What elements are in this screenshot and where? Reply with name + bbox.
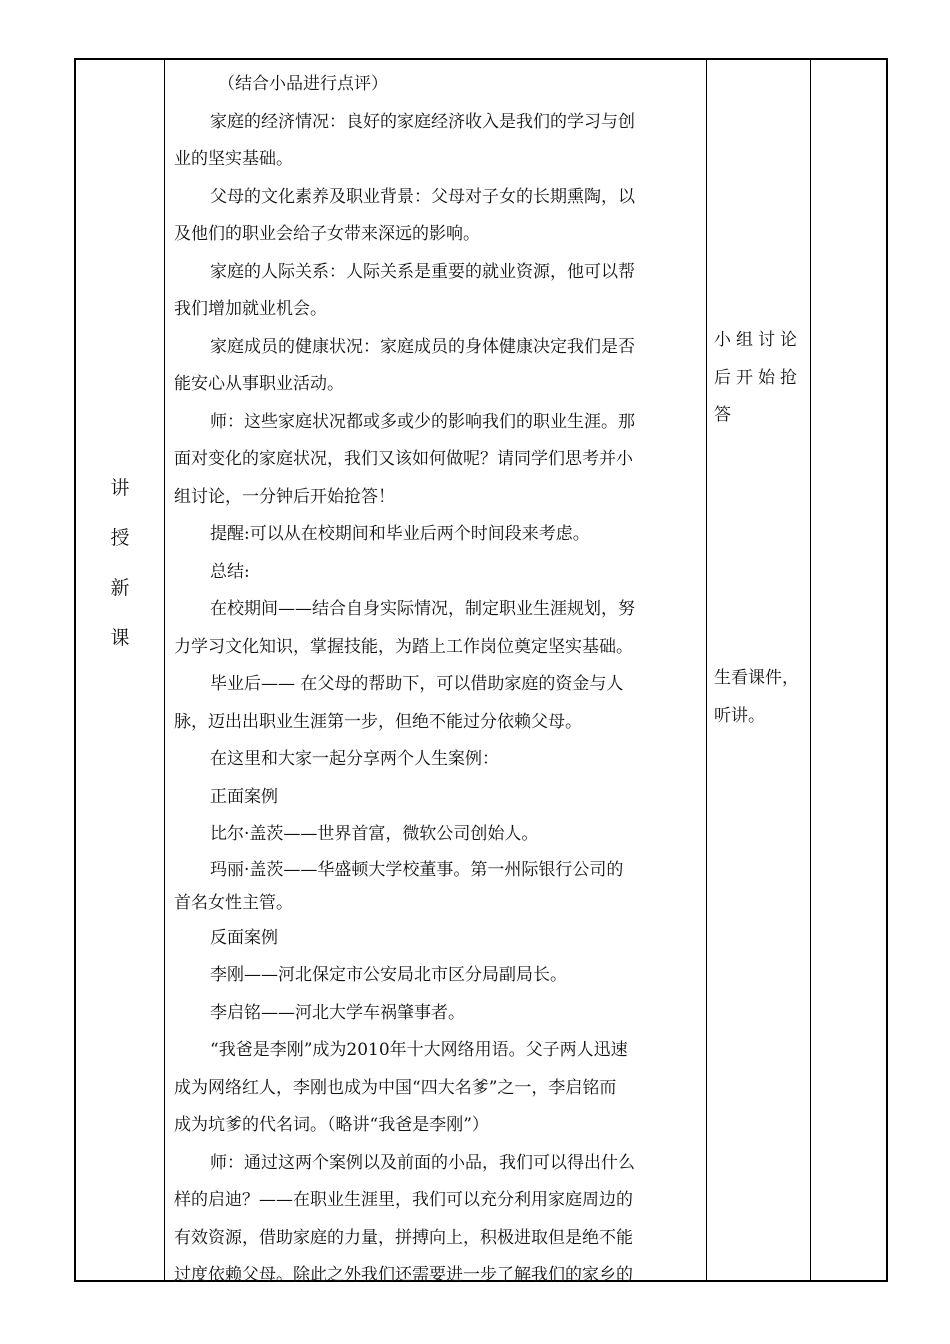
content-line: 面对变化的家庭状况，我们又该如何做呢？请同学们思考并小 [174, 449, 633, 469]
content-line: 我们增加就业机会。 [174, 299, 327, 319]
activity-line: 后开始抢 [714, 367, 802, 388]
content-line: 组讨论，一分钟后开始抢答！ [174, 486, 395, 507]
activity-line: 小组讨论 [714, 330, 802, 350]
activity-line: 听讲。 [714, 705, 765, 726]
content-line: 反面案例 [210, 927, 278, 948]
content-line: 有效资源，借助家庭的力量，拼搏向上，积极进取但是绝不能 [174, 1227, 633, 1248]
content-line: 比尔·盖茨——世界首富，微软公司创始人。 [210, 824, 539, 844]
content-line: 正面案例 [210, 786, 278, 807]
column-divider [706, 60, 707, 1280]
content-line: （结合小品进行点评） [218, 74, 388, 94]
student-activity-discussion [714, 322, 808, 435]
column-divider [810, 60, 811, 1280]
section-label-cell [76, 60, 164, 1280]
content-line: 毕业后—— 在父母的帮助下，可以借助家庭的资金与人 [210, 674, 624, 694]
section-label-char: 课 [110, 627, 130, 649]
content-line: 业的坚实基础。 [174, 149, 293, 169]
content-line: 玛丽·盖茨——华盛顿大学校董事。第一州际银行公司的 [210, 859, 624, 880]
content-line: 家庭的人际关系：人际关系是重要的就业资源，他可以帮 [210, 261, 635, 282]
student-activity-listen [714, 660, 808, 735]
content-line: 成为网络红人，李刚也成为中国“四大名爹”之一，李启铭而 [174, 1077, 617, 1098]
content-line: 力学习文化知识，掌握技能，为踏上工作岗位奠定坚实基础。 [174, 636, 633, 657]
content-line: 家庭的经济情况：良好的家庭经济收入是我们的学习与创 [210, 111, 635, 132]
content-line: 李刚——河北保定市公安局北市区分局副局长。 [210, 965, 567, 985]
activity-line: 答 [714, 405, 731, 425]
content-line: 在这里和大家一起分享两个人生案例： [210, 749, 499, 769]
content-line: 在校期间——结合自身实际情况，制定职业生涯规划，努 [210, 599, 635, 619]
content-line: 及他们的职业会给子女带来深远的影响。 [174, 224, 480, 244]
section-label-char: 新 [110, 577, 130, 599]
column-divider [164, 60, 165, 1280]
content-line: 过度依赖父母。除此之外我们还需要进一步了解我们的家乡的 [174, 1265, 633, 1285]
content-line: 成为坑爹的代名词。（略讲“我爸是李刚”） [174, 1115, 489, 1135]
content-line: 样的启迪？——在职业生涯里，我们可以充分利用家庭周边的 [174, 1190, 633, 1210]
content-line: 父母的文化素养及职业背景：父母对子女的长期熏陶，以 [210, 186, 635, 207]
content-line: 脉，迈出出职业生涯第一步，但绝不能过分依赖父母。 [174, 711, 582, 732]
section-label-char: 讲 [110, 477, 130, 499]
section-label [76, 463, 164, 663]
content-line: 能安心从事职业活动。 [174, 374, 344, 394]
content-line: 师：这些家庭状况都或多或少的影响我们的职业生涯。那 [210, 411, 635, 432]
content-line: 李启铭——河北大学车祸肇事者。 [210, 1002, 465, 1023]
content-line: 师：通过这两个案例以及前面的小品，我们可以得出什么 [210, 1152, 635, 1173]
lesson-plan-table [74, 58, 888, 1285]
content-line: “我爸是李刚”成为2010年十大网络用语。父子两人迅速 [210, 1040, 628, 1060]
content-line: 提醒:可以从在校期间和毕业后两个时间段来考虑。 [210, 524, 590, 544]
activity-line: 生看课件， [714, 668, 799, 688]
content-line: 家庭成员的健康状况：家庭成员的身体健康决定我们是否 [210, 336, 635, 357]
content-line: 首名女性主管。 [174, 892, 293, 913]
teaching-content [174, 66, 706, 1295]
section-label-char: 授 [110, 527, 130, 549]
content-line: 总结: [210, 561, 250, 582]
